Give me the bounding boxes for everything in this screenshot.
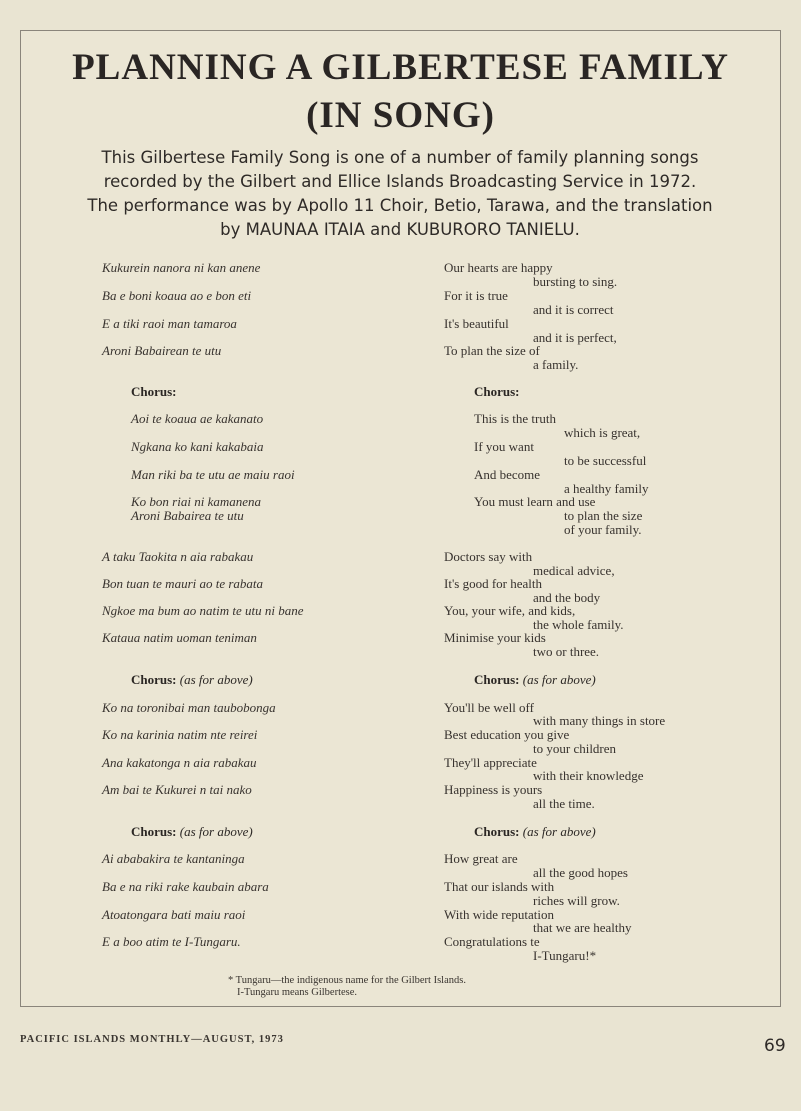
intro-line: The performance was by Apollo 11 Choir, Betio, Tarawa, and the translation <box>87 196 713 215</box>
english-line: that we are healthy <box>533 920 632 935</box>
intro-line: by MAUNAA ITAIA and KUBURORO TANIELU. <box>220 220 580 239</box>
gilbertese-line: Ana kakatonga n aia rabakau <box>102 755 257 770</box>
english-line: For it is true <box>444 288 508 303</box>
gilbertese-line: Aroni Babairea te utu <box>131 508 244 523</box>
english-line: to your children <box>533 741 617 756</box>
english-line: to be successful <box>564 453 647 468</box>
chorus-heading <box>131 824 253 840</box>
gilbertese-line: Ko na karinia natim nte reirei <box>102 727 258 742</box>
english-line: Best education you give <box>444 727 570 742</box>
english-line: You'll be well off <box>444 700 534 715</box>
gilbertese-line: Ba e na riki rake kaubain abara <box>102 879 269 894</box>
chorus-heading <box>474 824 596 840</box>
english-line: a healthy family <box>564 481 649 496</box>
english-line: and it is correct <box>533 302 614 317</box>
english-line: Happiness is yours <box>444 782 543 797</box>
gilbertese-line: Man riki ba te utu ae maiu raoi <box>131 467 295 482</box>
page-number: 69 <box>764 1036 786 1056</box>
publication-footer: PACIFIC ISLANDS MONTHLY—AUGUST, 1973 <box>20 1034 284 1045</box>
gilbertese-line: Ngkana ko kani kakabaia <box>131 439 264 454</box>
chorus-label: Chorus: <box>131 824 177 839</box>
english-line: You, your wife, and kids, <box>444 603 576 618</box>
intro-paragraph <box>80 146 720 242</box>
english-line: That our islands with <box>444 879 555 894</box>
english-line: They'll appreciate <box>444 755 537 770</box>
gilbertese-line: E a boo atim te I-Tungaru. <box>102 934 241 949</box>
chorus-label: Chorus: <box>474 384 520 399</box>
english-line: Minimise your kids <box>444 630 546 645</box>
gilbertese-line: Bon tuan te mauri ao te rabata <box>102 576 264 591</box>
footnote-line: * Tungaru—the indigenous name for the Gilbert Islands. <box>228 975 466 986</box>
gilbertese-line: Ai ababakira te kantaninga <box>102 851 245 866</box>
chorus-note: (as for above) <box>179 824 253 839</box>
page-subtitle: (IN SONG) <box>306 95 495 136</box>
english-line: Our hearts are happy <box>444 260 553 275</box>
footnote-line: I-Tungaru means Gilbertese. <box>237 987 358 998</box>
english-line: with many things in store <box>533 713 666 728</box>
english-line: Congratulations te <box>444 934 540 949</box>
chorus-note: (as for above) <box>522 824 596 839</box>
chorus-note: (as for above) <box>522 672 596 687</box>
gilbertese-line: Aroni Babairean te utu <box>102 343 222 358</box>
chorus-heading <box>474 672 596 688</box>
gilbertese-line: Ngkoe ma bum ao natim te utu ni bane <box>102 603 304 618</box>
english-line: a family. <box>533 357 579 372</box>
english-line: riches will grow. <box>533 893 620 908</box>
gilbertese-line: A taku Taokita n aia rabakau <box>102 549 254 564</box>
gilbertese-line: Am bai te Kukurei n tai nako <box>102 782 252 797</box>
gilbertese-line: E a tiki raoi man tamaroa <box>102 316 237 331</box>
english-line: To plan the size of <box>444 343 540 358</box>
chorus-label: Chorus: <box>131 672 177 687</box>
english-line: With wide reputation <box>444 907 554 922</box>
english-line: It's good for health <box>444 576 543 591</box>
chorus-heading <box>131 672 253 688</box>
english-line: medical advice, <box>533 563 615 578</box>
english-line: all the good hopes <box>533 865 628 880</box>
chorus-label: Chorus: <box>474 672 520 687</box>
english-line: which is great, <box>564 425 641 440</box>
gilbertese-line: Atoatongara bati maiu raoi <box>102 907 246 922</box>
english-line: I-Tungaru!* <box>533 948 597 963</box>
chorus-label: Chorus: <box>474 824 520 839</box>
gilbertese-line: Kukurein nanora ni kan anene <box>102 260 261 275</box>
gilbertese-line: Ba e boni koaua ao e bon eti <box>102 288 252 303</box>
chorus-note: (as for above) <box>179 672 253 687</box>
english-line: to plan the size <box>564 508 643 523</box>
intro-line: recorded by the Gilbert and Ellice Islands Broadcasting Service in 1972. <box>103 172 697 191</box>
english-line: and the body <box>533 590 601 605</box>
gilbertese-line: Ko bon riai ni kamanena <box>131 494 261 509</box>
english-line: and it is perfect, <box>533 330 617 345</box>
footnote <box>228 975 466 999</box>
english-line: How great are <box>444 851 518 866</box>
page-title: PLANNING A GILBERTESE FAMILY <box>72 47 729 88</box>
intro-line: This Gilbertese Family Song is one of a number of family planning songs <box>101 148 699 167</box>
english-line: You must learn and use <box>474 494 596 509</box>
english-line: bursting to sing. <box>533 274 618 289</box>
english-line: all the time. <box>533 796 595 811</box>
chorus-heading <box>474 384 520 400</box>
gilbertese-line: Ko na toronibai man taubobonga <box>102 700 276 715</box>
english-line: This is the truth <box>474 411 556 426</box>
english-line: two or three. <box>533 644 600 659</box>
english-line: If you want <box>474 439 534 454</box>
gilbertese-line: Kataua natim uoman teniman <box>102 630 257 645</box>
english-line: And become <box>474 467 541 482</box>
english-line: of your family. <box>564 522 642 537</box>
english-line: Doctors say with <box>444 549 533 564</box>
english-line: with their knowledge <box>533 768 644 783</box>
english-line: the whole family. <box>533 617 624 632</box>
gilbertese-line: Aoi te koaua ae kakanato <box>131 411 264 426</box>
chorus-heading <box>131 384 177 400</box>
chorus-label: Chorus: <box>131 384 177 399</box>
english-line: It's beautiful <box>444 316 509 331</box>
